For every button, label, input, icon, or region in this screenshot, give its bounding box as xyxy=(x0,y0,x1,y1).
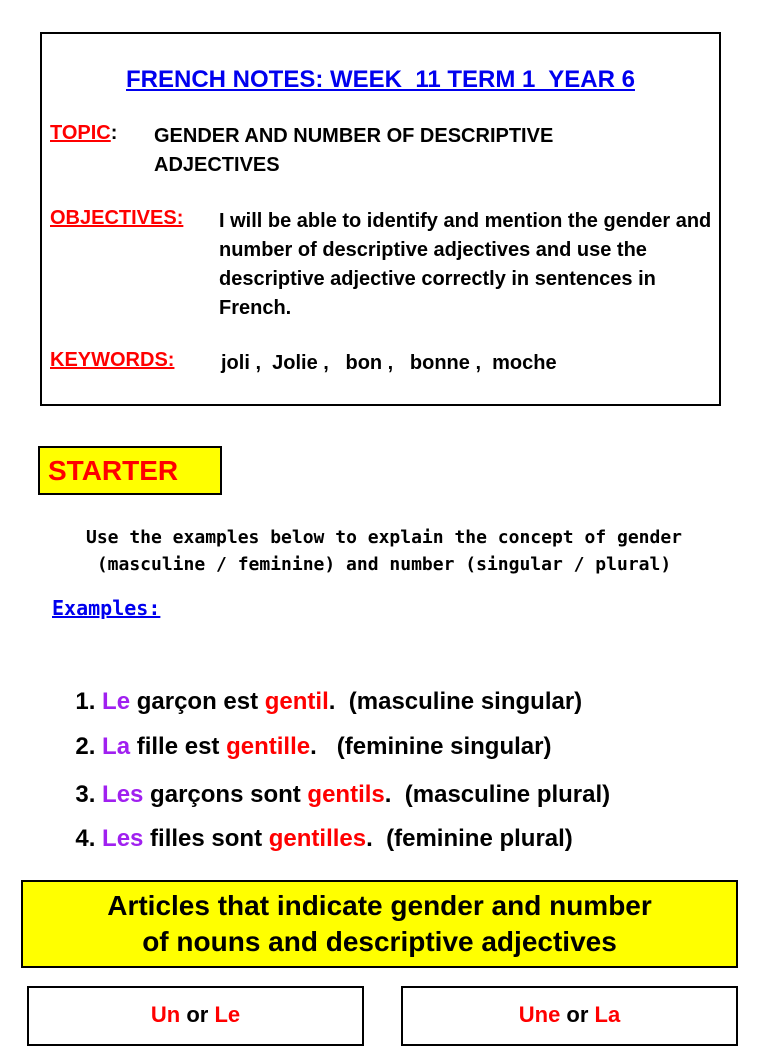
articles-heading-line2: of nouns and descriptive adjectives xyxy=(142,926,617,957)
example-adjective: gentille xyxy=(226,733,311,760)
masculine-articles-box xyxy=(27,986,364,1046)
example-sentence-4 xyxy=(62,797,573,853)
article-la: La xyxy=(594,1002,621,1027)
example-ending: . (feminine singular) xyxy=(310,733,552,760)
topic-label: TOPIC xyxy=(50,122,111,144)
example-number: 3. xyxy=(75,781,103,808)
example-number: 2. xyxy=(75,733,103,760)
objectives-label: OBJECTIVES: xyxy=(50,207,184,229)
article-le: Le xyxy=(214,1002,241,1027)
example-adjective: gentil xyxy=(264,688,329,715)
example-middle: fille est xyxy=(130,733,227,760)
keywords-label-row xyxy=(50,349,174,372)
feminine-articles-box xyxy=(401,986,738,1046)
example-article: Le xyxy=(102,688,131,715)
articles-heading-line1: Articles that indicate gender and number xyxy=(107,890,652,921)
example-ending: . (masculine plural) xyxy=(384,781,611,808)
article-une: Une xyxy=(518,1002,561,1027)
article-un: Un xyxy=(150,1002,181,1027)
example-adjective: gentils xyxy=(307,781,385,808)
notes-header-box xyxy=(40,32,721,406)
topic-text: GENDER AND NUMBER OF DESCRIPTIVE ADJECTIVES xyxy=(154,125,554,176)
starter-heading: STARTER xyxy=(38,446,222,495)
objectives-label-row xyxy=(50,207,183,230)
example-article: Les xyxy=(102,825,144,852)
objectives-text: I will be able to identify and mention the gender and number of descriptive adjectives and use the descriptive adjective correctly in sentences in French. xyxy=(219,210,712,319)
examples-title: Examples: xyxy=(52,596,161,620)
topic-label-row xyxy=(50,122,117,145)
example-ending: . (masculine singular) xyxy=(328,688,583,715)
articles-heading-box xyxy=(21,880,738,968)
example-article: Les xyxy=(102,781,144,808)
keywords-text: joli , Jolie , bon , bonne , moche xyxy=(221,352,557,374)
or-text: or xyxy=(180,1002,215,1027)
example-middle: garçon est xyxy=(130,688,265,715)
example-number: 4. xyxy=(75,825,103,852)
starter-instruction: Use the examples below to explain the concept of gender (masculine / feminine) and number (singular / plural) xyxy=(85,527,683,575)
example-number: 1. xyxy=(75,688,103,715)
example-middle: garçons sont xyxy=(143,781,308,808)
example-middle: filles sont xyxy=(143,825,269,852)
example-article: La xyxy=(102,733,131,760)
or-text: or xyxy=(560,1002,595,1027)
topic-colon: : xyxy=(110,122,118,144)
example-adjective: gentilles xyxy=(268,825,367,852)
example-ending: . (feminine plural) xyxy=(366,825,573,852)
document-title: FRENCH NOTES: WEEK 11 TERM 1 YEAR 6 xyxy=(126,66,635,93)
keywords-label: KEYWORDS: xyxy=(50,349,175,371)
